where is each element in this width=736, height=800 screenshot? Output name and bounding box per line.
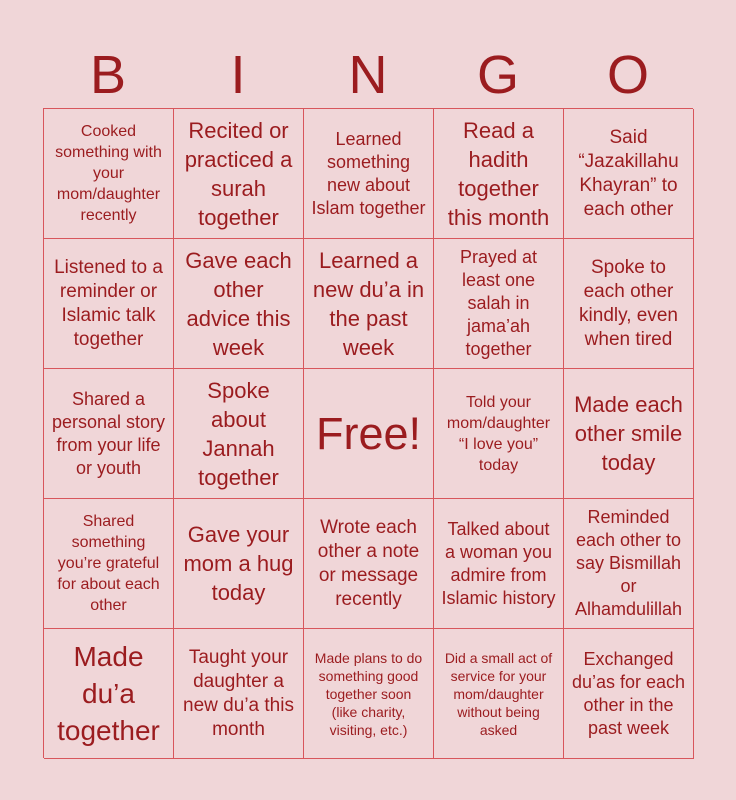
header-letter-i: I xyxy=(230,45,246,105)
header-letter-o: O xyxy=(606,45,649,105)
header-letter-n: N xyxy=(348,45,388,105)
bingo-cell-n4[interactable]: Wrote each other a note or message recently xyxy=(304,499,434,629)
free-space[interactable]: Free! xyxy=(304,369,434,499)
bingo-cell-n2[interactable]: Learned a new du’a in the past week xyxy=(304,239,434,369)
bingo-board xyxy=(43,108,693,758)
bingo-cell-b2[interactable]: Listened to a reminder or Islamic talk together xyxy=(44,239,174,369)
bingo-cell-b1[interactable]: Cooked something with your mom/daughter recently xyxy=(44,109,174,239)
bingo-cell-i5[interactable]: Taught your daughter a new du’a this month xyxy=(174,629,304,759)
bingo-cell-o2[interactable]: Spoke to each other kindly, even when tired xyxy=(564,239,694,369)
bingo-cell-i2[interactable]: Gave each other advice this week xyxy=(174,239,304,369)
bingo-cell-g3[interactable]: Told your mom/daughter “I love you” today xyxy=(434,369,564,499)
bingo-cell-b5[interactable]: Made du’a together xyxy=(44,629,174,759)
bingo-cell-i1[interactable]: Recited or practiced a surah together xyxy=(174,109,304,239)
bingo-cell-o4[interactable]: Reminded each other to say Bismillah or Alhamdulillah xyxy=(564,499,694,629)
bingo-cell-i3[interactable]: Spoke about Jannah together xyxy=(174,369,304,499)
bingo-cell-g5[interactable]: Did a small act of service for your mom/daughter without being asked xyxy=(434,629,564,759)
bingo-cell-g2[interactable]: Prayed at least one salah in jama’ah together xyxy=(434,239,564,369)
bingo-cell-n5[interactable]: Made plans to do something good together soon (like charity, visiting, etc.) xyxy=(304,629,434,759)
bingo-cell-b4[interactable]: Shared something you’re grateful for about each other xyxy=(44,499,174,629)
bingo-cell-o1[interactable]: Said “Jazakillahu Khayran” to each other xyxy=(564,109,694,239)
bingo-header xyxy=(43,42,693,108)
bingo-cell-b3[interactable]: Shared a personal story from your life or youth xyxy=(44,369,174,499)
bingo-cell-i4[interactable]: Gave your mom a hug today xyxy=(174,499,304,629)
bingo-cell-o5[interactable]: Exchanged du’as for each other in the past week xyxy=(564,629,694,759)
header-letter-b: B xyxy=(89,45,127,105)
bingo-cell-g1[interactable]: Read a hadith together this month xyxy=(434,109,564,239)
header-letter-g: G xyxy=(476,45,519,105)
bingo-cell-o3[interactable]: Made each other smile today xyxy=(564,369,694,499)
bingo-cell-g4[interactable]: Talked about a woman you admire from Islamic history xyxy=(434,499,564,629)
bingo-cell-n1[interactable]: Learned something new about Islam together xyxy=(304,109,434,239)
